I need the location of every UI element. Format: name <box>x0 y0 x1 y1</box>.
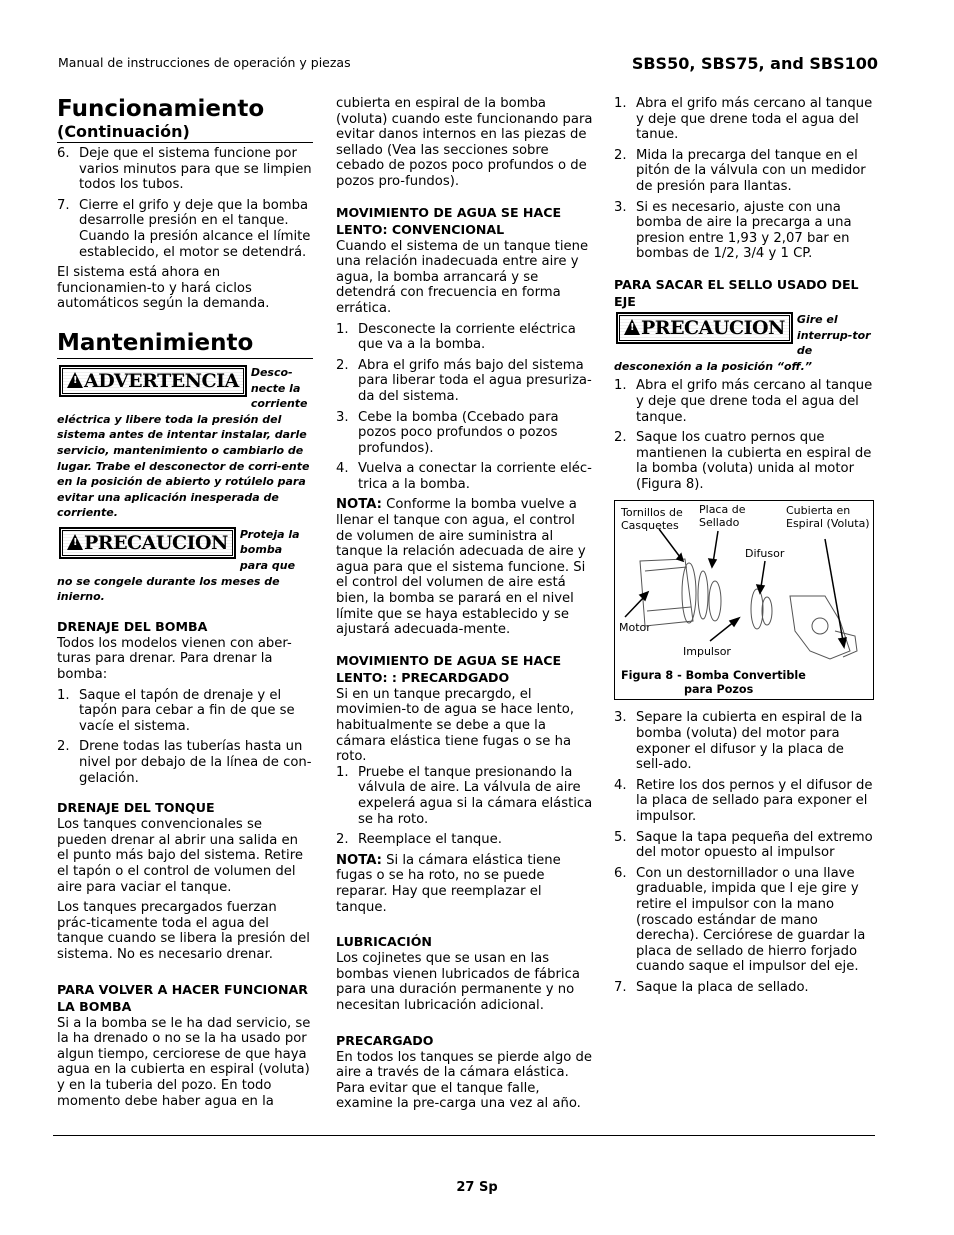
funcionamiento-steps <box>57 146 313 260</box>
header-model-numbers: SBS50, SBS75, and SBS100 <box>631 54 878 73</box>
list-item: 3. Cebe la bomba (Ccebado para pozos poco profundos o pozos profundos). <box>336 409 559 456</box>
subheading: PRECARGADO <box>336 1032 434 1048</box>
list-item: 1. Pruebe el tanque presionando la válvula de aire. La válvula de aire expelerá agua si la cámara elástica se ha roto. <box>336 764 593 827</box>
label-difusor: Difusor <box>745 547 785 561</box>
subheading: LUBRICACIÓN <box>336 934 432 950</box>
list-item: 2. Saque los cuatro pernos que mantienen la cubierta en espiral de la bomba (voluta) unida al motor (Figura 8). <box>614 430 872 492</box>
paragraph: Cuando el sistema de un tanque tiene una relación inadecuada entre aire y agua, la bomba arrancará y se detendrá con frecuencia en forma errática. <box>336 238 589 316</box>
list-item: 6. Con un destornillador o una llave graduable, impida que l eje gire y retire el impulsor con la mano (roscado estándar de mano derecha). Cerciórese de guardar la placa de sellado de hierro forjado cuando saque el impulsor del eje. <box>614 865 866 975</box>
label-motor: Motor <box>619 621 651 635</box>
figure-caption: Figura 8 - Bomba Convertible para Pozos <box>621 669 806 697</box>
precargado-steps <box>336 765 594 848</box>
subheading: DRENAJE DEL BOMBA <box>57 618 208 634</box>
section-subtitle: (Continuación) <box>57 122 190 141</box>
paragraph: Los tanques convencionales se pueden drenar al abrir una salida en el punto más bajo del sistema. Retire el tapón o el control de volumen del aire para vaciar el tanque. <box>57 817 303 895</box>
warning-triangle-icon: ! <box>624 319 640 335</box>
note-paragraph: NOTA: Si la cámara elástica tiene fugas o se ha roto, no se puede reparar. Hay que reemplazar el tanque. <box>336 852 561 915</box>
subheading: PARA VOLVER A HACER FUNCIONAR LA BOMBA <box>57 981 308 1014</box>
advertencia-warning: ! ADVERTENCIA Desco-necte la corriente eléctrica y libere toda la presión del sistema antes de intentar instalar, darle servicio, mantenimiento o cambiarlo de lugar. Trabe el desconector de corri-ente en la posición de abierto y rotúlelo para evitar una aplicación inesperada de corriente. <box>57 365 310 520</box>
advertencia-label: ! ADVERTENCIA <box>59 365 247 397</box>
list-item: 7. Saque la placa de sellado. <box>614 979 809 995</box>
paragraph: Todos los modelos vienen con aber-turas para drenar. Para drenar la bomba: <box>57 635 292 683</box>
list-item: 2. Drene todas las tuberías hasta un nivel por debajo de la línea de con-gelación. <box>57 739 312 786</box>
precaucion-label: ! PRECAUCION <box>59 527 236 559</box>
paragraph: Si a la bomba se le ha dad servicio, se la ha drenado o no se la ha usado por algun tiempo, cerciorese de que haya agua en la cubierta en espiral (voluta) y en la tuberia del pozo. En todo momento debe haber agua en la <box>57 1015 311 1109</box>
precaucion-label: ! PRECAUCION <box>616 312 793 344</box>
column-1 <box>57 96 313 1114</box>
subheading: MOVIMIENTO DE AGUA SE HACE LENTO: CONVENCIONAL <box>336 204 562 237</box>
list-item: 7. Cierre el grifo y deje que la bomba desarrolle presión en el tanque. Cuando la presión alcance el límite establecido, el motor se detendrá. <box>57 197 311 260</box>
label-tornillos: Tornillos de Casquetes <box>621 506 683 533</box>
precaucion-caution: ! PRECAUCION Gire el interrup-tor de desconexión a la posición “off.” <box>614 312 871 373</box>
page-number: 27 Sp <box>456 1180 498 1195</box>
paragraph: Si en un tanque precargdo, el movimien-to de agua se hace lento, habitualmente se debe a que la cámara elástica tiene fugas o se ha roto. <box>336 686 575 765</box>
list-item: 2. Abra el grifo más bajo del sistema para liberar toda el agua presuriza-da del sistema. <box>336 357 592 404</box>
list-item: 1. Desconecte la corriente eléctrica que va a la bomba. <box>336 321 576 353</box>
section-title-mantenimiento: Mantenimiento <box>57 329 254 356</box>
list-item: 1. Abra el grifo más cercano al tanque y deje que drene toda el agua del tanque. <box>614 378 873 425</box>
precarga-steps <box>614 96 874 262</box>
list-item: 4. Retire los dos pernos y el difusor de la placa de sellado para exponer el impulsor. <box>614 777 873 825</box>
list-item: 3. Si es necesario, ajuste con una bomba de aire la precarga a una presion entre 1,93 y 2,07 bar en bombas de 1/2, 3/4 y 1 CP. <box>614 199 852 262</box>
paragraph: Los tanques precargados fuerzan prác-ticamente toda el agua del tanque cuando se libera la presión del sistema. No es necesario drenar. <box>57 900 310 962</box>
list-item: 6. Deje que el sistema funcione por varios minutos para que se limpien todos los tubos. <box>57 146 312 193</box>
note-paragraph: NOTA: Conforme la bomba vuelve a llenar el tanque con agua, el control de volumen de aire suministra al tanque la relación adecuada de aire y agua para que el sistema funcione. Si el control del volumen de aire está bien, la bomba se parará en el nivel límite que se haya establecido y se ajustará adecuada-mente. <box>336 497 586 638</box>
sello-steps <box>614 378 874 492</box>
column-2 <box>336 96 594 1117</box>
paragraph: El sistema está ahora en funcionamien-to y hará ciclos automáticos según la demanda. <box>57 265 270 312</box>
list-item: 5. Saque la tapa pequeña del extremo del motor opuesto al impulsor <box>614 829 873 861</box>
list-item: 3. Separe la cubierta en espiral de la bomba (voluta) del motor para exponer el difusor y la placa de sell-ado. <box>614 710 863 773</box>
convencional-steps <box>336 322 594 493</box>
subheading: DRENAJE DEL TONQUE <box>57 800 215 816</box>
label-cubierta: Cubierta en Espiral (Voluta) <box>786 504 870 531</box>
precaucion-caution: ! PRECAUCION Proteja la bomba para que no se congele durante los meses de inierno. <box>57 527 300 604</box>
list-item: 2. Mida la precarga del tanque en el pitón de la válvula con un medidor de presión para llantas. <box>614 147 866 194</box>
paragraph: En todos los tanques se pierde algo de aire a través de la cámara elástica. Para evitar que el tanque falle, examine la pre-carga una vez al año. <box>336 1049 592 1112</box>
label-placa: Placa de Sellado <box>699 503 746 530</box>
drenaje-bomba-steps <box>57 688 313 787</box>
list-item: 2. Reemplace el tanque. <box>336 832 502 848</box>
column-3 <box>614 96 874 1001</box>
figure-8-pump-diagram <box>614 500 874 700</box>
warning-triangle-icon: ! <box>67 534 83 550</box>
paragraph: cubierta en espiral de la bomba (voluta) cuando este funcionando para evitar danos internos en las piezas de sellado (Vea las secciones sobre cebado de pozos poco profundos o de pozos pro-fundos). <box>336 96 593 189</box>
label-impulsor: Impulsor <box>683 645 731 659</box>
paragraph: Los cojinetes que se usan en las bombas vienen lubricados de fábrica para una duración permanente y no necesitan lubricación adicional. <box>336 951 580 1013</box>
impulsor-steps <box>614 710 874 995</box>
warning-triangle-icon: ! <box>67 372 83 388</box>
list-item: 1. Saque el tapón de drenaje y el tapón para cebar a fin de que se vacíe el sistema. <box>57 687 295 734</box>
subheading: MOVIMIENTO DE AGUA SE HACE LENTO: : PRECARDGADO <box>336 652 562 685</box>
list-item: 4. Vuelva a conectar la corriente eléc-trica a la bomba. <box>336 461 592 492</box>
footer-divider <box>53 1135 875 1136</box>
header-manual-title: Manual de instrucciones de operación y piezas <box>58 55 351 70</box>
section-title-funcionamiento: Funcionamiento <box>57 96 265 122</box>
subheading: PARA SACAR EL SELLO USADO DEL EJE <box>614 276 859 309</box>
list-item: 1. Abra el grifo más cercano al tanque y deje que drene toda el agua del tanue. <box>614 96 873 143</box>
